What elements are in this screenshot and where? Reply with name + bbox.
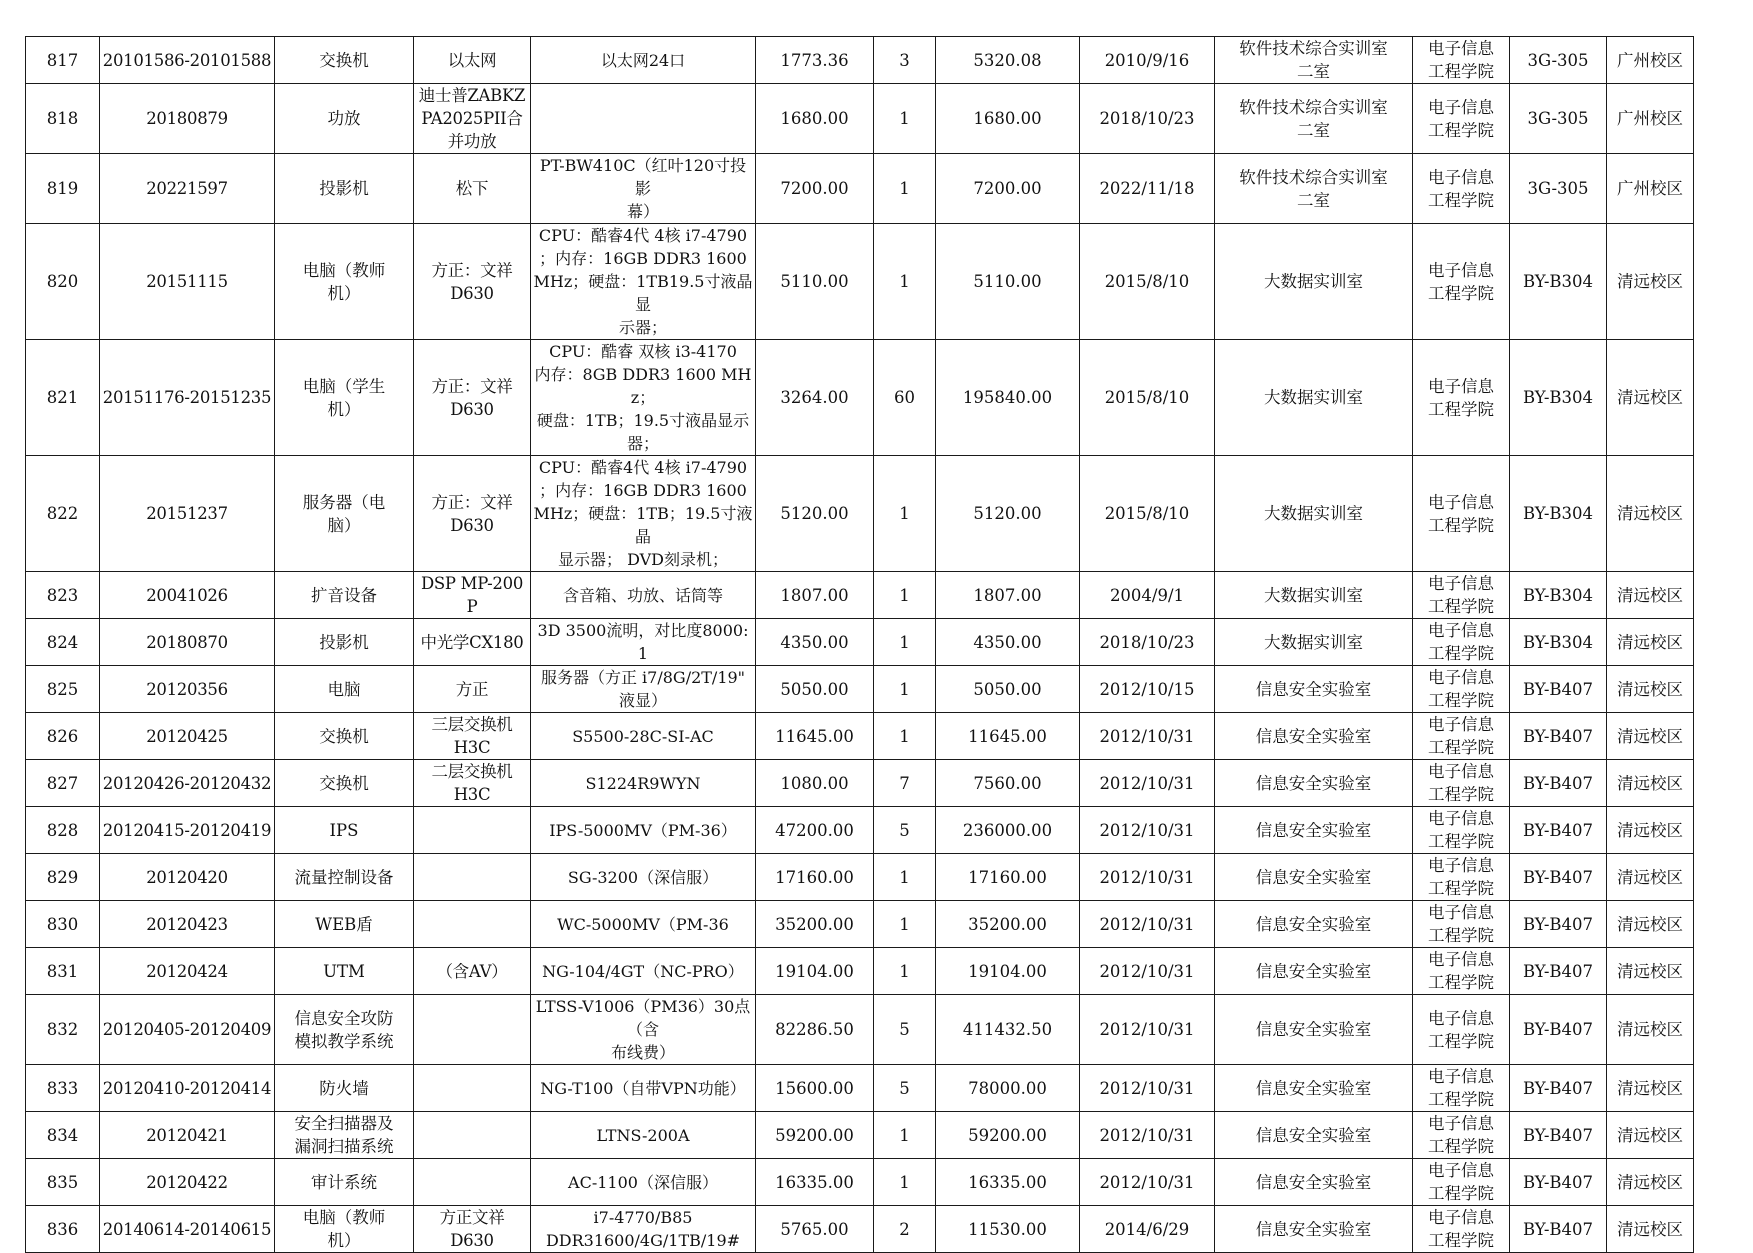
room-number-cell: BY-B407	[1510, 666, 1607, 713]
brand-model-cell	[414, 901, 531, 948]
row-number-cell: 822	[26, 456, 100, 572]
department-cell: 电子信息 工程学院	[1413, 84, 1510, 154]
row-number-cell: 829	[26, 854, 100, 901]
unit-price-cell: 5050.00	[756, 666, 874, 713]
equipment-name-cell: 流量控制设备	[275, 854, 414, 901]
campus-cell: 清远校区	[1607, 995, 1694, 1065]
brand-model-cell: 以太网	[414, 37, 531, 84]
row-number-cell: 828	[26, 807, 100, 854]
brand-model-cell: 方正：文祥 D630	[414, 224, 531, 340]
lab-location-cell: 软件技术综合实训室 二室	[1215, 37, 1413, 84]
department-cell: 电子信息 工程学院	[1413, 456, 1510, 572]
brand-model-cell: 方正：文祥 D630	[414, 456, 531, 572]
specification-cell: CPU：酷睿4代 4核 i7-4790 ；内存：16GB DDR3 1600 MHz；硬盘：1TB19.5寸液晶显 示器；	[531, 224, 756, 340]
department-cell: 电子信息 工程学院	[1413, 948, 1510, 995]
unit-price-cell: 35200.00	[756, 901, 874, 948]
specification-cell	[531, 84, 756, 154]
room-number-cell: BY-B407	[1510, 948, 1607, 995]
campus-cell: 清远校区	[1607, 948, 1694, 995]
campus-cell: 清远校区	[1607, 760, 1694, 807]
row-number-cell: 821	[26, 340, 100, 456]
row-number-cell: 836	[26, 1206, 100, 1253]
lab-location-cell: 大数据实训室	[1215, 456, 1413, 572]
purchase-date-cell: 2022/11/18	[1080, 154, 1215, 224]
asset-id-cell: 20120405-20120409	[100, 995, 275, 1065]
row-number-cell: 827	[26, 760, 100, 807]
specification-cell: 服务器（方正 i7/8G/2T/19" 液显）	[531, 666, 756, 713]
asset-id-cell: 20101586-20101588	[100, 37, 275, 84]
campus-cell: 清远校区	[1607, 224, 1694, 340]
amount-cell: 11645.00	[936, 713, 1080, 760]
amount-cell: 5050.00	[936, 666, 1080, 713]
brand-model-cell: 松下	[414, 154, 531, 224]
department-cell: 电子信息 工程学院	[1413, 1112, 1510, 1159]
purchase-date-cell: 2012/10/31	[1080, 901, 1215, 948]
purchase-date-cell: 2015/8/10	[1080, 224, 1215, 340]
quantity-cell: 1	[874, 901, 936, 948]
campus-cell: 清远校区	[1607, 713, 1694, 760]
campus-cell: 清远校区	[1607, 572, 1694, 619]
lab-location-cell: 信息安全实验室	[1215, 1159, 1413, 1206]
campus-cell: 清远校区	[1607, 1159, 1694, 1206]
equipment-name-cell: 电脑（学生 机）	[275, 340, 414, 456]
department-cell: 电子信息 工程学院	[1413, 807, 1510, 854]
department-cell: 电子信息 工程学院	[1413, 1206, 1510, 1253]
unit-price-cell: 59200.00	[756, 1112, 874, 1159]
row-number-cell: 824	[26, 619, 100, 666]
purchase-date-cell: 2004/9/1	[1080, 572, 1215, 619]
lab-location-cell: 软件技术综合实训室 二室	[1215, 154, 1413, 224]
brand-model-cell	[414, 807, 531, 854]
campus-cell: 清远校区	[1607, 854, 1694, 901]
row-number-cell: 826	[26, 713, 100, 760]
lab-location-cell: 信息安全实验室	[1215, 713, 1413, 760]
equipment-name-cell: 扩音设备	[275, 572, 414, 619]
quantity-cell: 1	[874, 1112, 936, 1159]
brand-model-cell: 二层交换机 H3C	[414, 760, 531, 807]
room-number-cell: BY-B407	[1510, 713, 1607, 760]
amount-cell: 1807.00	[936, 572, 1080, 619]
amount-cell: 19104.00	[936, 948, 1080, 995]
table-row	[26, 1112, 1694, 1159]
campus-cell: 广州校区	[1607, 84, 1694, 154]
purchase-date-cell: 2012/10/31	[1080, 948, 1215, 995]
row-number-cell: 835	[26, 1159, 100, 1206]
specification-cell: NG-T100（自带VPN功能）	[531, 1065, 756, 1112]
brand-model-cell: DSP MP-200P	[414, 572, 531, 619]
quantity-cell: 1	[874, 224, 936, 340]
asset-id-cell: 20151176-20151235	[100, 340, 275, 456]
brand-model-cell	[414, 1065, 531, 1112]
equipment-name-cell: 功放	[275, 84, 414, 154]
unit-price-cell: 1773.36	[756, 37, 874, 84]
specification-cell: IPS-5000MV（PM-36）	[531, 807, 756, 854]
table-row	[26, 760, 1694, 807]
campus-cell: 清远校区	[1607, 1206, 1694, 1253]
row-number-cell: 825	[26, 666, 100, 713]
unit-price-cell: 1080.00	[756, 760, 874, 807]
purchase-date-cell: 2012/10/31	[1080, 713, 1215, 760]
unit-price-cell: 5765.00	[756, 1206, 874, 1253]
room-number-cell: BY-B407	[1510, 854, 1607, 901]
asset-id-cell: 20120410-20120414	[100, 1065, 275, 1112]
asset-id-cell: 20180879	[100, 84, 275, 154]
lab-location-cell: 信息安全实验室	[1215, 1065, 1413, 1112]
table-row	[26, 1206, 1694, 1253]
asset-id-cell: 20120424	[100, 948, 275, 995]
asset-id-cell: 20120415-20120419	[100, 807, 275, 854]
amount-cell: 236000.00	[936, 807, 1080, 854]
table-row	[26, 572, 1694, 619]
specification-cell: LTSS-V1006（PM36）30点（含 布线费）	[531, 995, 756, 1065]
unit-price-cell: 1680.00	[756, 84, 874, 154]
equipment-name-cell: 投影机	[275, 154, 414, 224]
asset-id-cell: 20151115	[100, 224, 275, 340]
quantity-cell: 1	[874, 854, 936, 901]
department-cell: 电子信息 工程学院	[1413, 154, 1510, 224]
brand-model-cell	[414, 854, 531, 901]
campus-cell: 清远校区	[1607, 807, 1694, 854]
quantity-cell: 2	[874, 1206, 936, 1253]
table-row	[26, 154, 1694, 224]
unit-price-cell: 5110.00	[756, 224, 874, 340]
purchase-date-cell: 2012/10/31	[1080, 807, 1215, 854]
table-row	[26, 224, 1694, 340]
campus-cell: 广州校区	[1607, 154, 1694, 224]
room-number-cell: BY-B407	[1510, 807, 1607, 854]
amount-cell: 17160.00	[936, 854, 1080, 901]
purchase-date-cell: 2012/10/15	[1080, 666, 1215, 713]
department-cell: 电子信息 工程学院	[1413, 37, 1510, 84]
lab-location-cell: 信息安全实验室	[1215, 1206, 1413, 1253]
campus-cell: 清远校区	[1607, 340, 1694, 456]
table-row	[26, 1159, 1694, 1206]
specification-cell: 3D 3500流明，对比度8000:1	[531, 619, 756, 666]
equipment-name-cell: 交换机	[275, 37, 414, 84]
equipment-name-cell: 投影机	[275, 619, 414, 666]
purchase-date-cell: 2012/10/31	[1080, 760, 1215, 807]
amount-cell: 7200.00	[936, 154, 1080, 224]
quantity-cell: 1	[874, 572, 936, 619]
specification-cell: LTNS-200A	[531, 1112, 756, 1159]
amount-cell: 35200.00	[936, 901, 1080, 948]
purchase-date-cell: 2012/10/31	[1080, 1159, 1215, 1206]
campus-cell: 清远校区	[1607, 1112, 1694, 1159]
specification-cell: WC-5000MV（PM-36	[531, 901, 756, 948]
lab-location-cell: 信息安全实验室	[1215, 948, 1413, 995]
room-number-cell: BY-B407	[1510, 1159, 1607, 1206]
asset-id-cell: 20120356	[100, 666, 275, 713]
specification-cell: CPU：酷睿4代 4核 i7-4790 ；内存：16GB DDR3 1600 MHz；硬盘：1TB；19.5寸液晶 显示器； DVD刻录机；	[531, 456, 756, 572]
equipment-name-cell: 审计系统	[275, 1159, 414, 1206]
room-number-cell: 3G-305	[1510, 37, 1607, 84]
row-number-cell: 823	[26, 572, 100, 619]
equipment-name-cell: 电脑（教师 机）	[275, 224, 414, 340]
brand-model-cell: 中光学CX180	[414, 619, 531, 666]
room-number-cell: 3G-305	[1510, 84, 1607, 154]
unit-price-cell: 7200.00	[756, 154, 874, 224]
asset-id-cell: 20120421	[100, 1112, 275, 1159]
equipment-name-cell: 电脑	[275, 666, 414, 713]
department-cell: 电子信息 工程学院	[1413, 572, 1510, 619]
asset-id-cell: 20180870	[100, 619, 275, 666]
asset-id-cell: 20120425	[100, 713, 275, 760]
room-number-cell: BY-B407	[1510, 901, 1607, 948]
equipment-name-cell: UTM	[275, 948, 414, 995]
equipment-name-cell: 信息安全攻防 模拟教学系统	[275, 995, 414, 1065]
department-cell: 电子信息 工程学院	[1413, 760, 1510, 807]
campus-cell: 清远校区	[1607, 456, 1694, 572]
row-number-cell: 832	[26, 995, 100, 1065]
unit-price-cell: 19104.00	[756, 948, 874, 995]
lab-location-cell: 信息安全实验室	[1215, 760, 1413, 807]
lab-location-cell: 软件技术综合实训室 二室	[1215, 84, 1413, 154]
specification-cell: S1224R9WYN	[531, 760, 756, 807]
quantity-cell: 5	[874, 995, 936, 1065]
table-row	[26, 713, 1694, 760]
asset-id-cell: 20120426-20120432	[100, 760, 275, 807]
equipment-name-cell: IPS	[275, 807, 414, 854]
row-number-cell: 833	[26, 1065, 100, 1112]
asset-id-cell: 20140614-20140615	[100, 1206, 275, 1253]
equipment-name-cell: 交换机	[275, 713, 414, 760]
campus-cell: 清远校区	[1607, 666, 1694, 713]
campus-cell: 清远校区	[1607, 619, 1694, 666]
quantity-cell: 1	[874, 84, 936, 154]
room-number-cell: BY-B304	[1510, 572, 1607, 619]
purchase-date-cell: 2012/10/31	[1080, 995, 1215, 1065]
amount-cell: 11530.00	[936, 1206, 1080, 1253]
quantity-cell: 5	[874, 807, 936, 854]
unit-price-cell: 4350.00	[756, 619, 874, 666]
asset-id-cell: 20120422	[100, 1159, 275, 1206]
quantity-cell: 1	[874, 456, 936, 572]
brand-model-cell: 三层交换机 H3C	[414, 713, 531, 760]
room-number-cell: BY-B407	[1510, 1206, 1607, 1253]
quantity-cell: 1	[874, 713, 936, 760]
quantity-cell: 3	[874, 37, 936, 84]
equipment-name-cell: 服务器（电 脑）	[275, 456, 414, 572]
row-number-cell: 830	[26, 901, 100, 948]
table-row	[26, 995, 1694, 1065]
amount-cell: 4350.00	[936, 619, 1080, 666]
table-row	[26, 854, 1694, 901]
row-number-cell: 819	[26, 154, 100, 224]
unit-price-cell: 82286.50	[756, 995, 874, 1065]
brand-model-cell	[414, 1159, 531, 1206]
table-row	[26, 807, 1694, 854]
brand-model-cell: 迪士普ZABKZ PA2025PII合 并功放	[414, 84, 531, 154]
campus-cell: 清远校区	[1607, 1065, 1694, 1112]
room-number-cell: BY-B407	[1510, 760, 1607, 807]
asset-id-cell: 20041026	[100, 572, 275, 619]
purchase-date-cell: 2018/10/23	[1080, 619, 1215, 666]
row-number-cell: 831	[26, 948, 100, 995]
campus-cell: 广州校区	[1607, 37, 1694, 84]
row-number-cell: 817	[26, 37, 100, 84]
lab-location-cell: 大数据实训室	[1215, 572, 1413, 619]
table-row	[26, 948, 1694, 995]
room-number-cell: BY-B407	[1510, 1112, 1607, 1159]
asset-id-cell: 20120420	[100, 854, 275, 901]
brand-model-cell	[414, 995, 531, 1065]
purchase-date-cell: 2012/10/31	[1080, 854, 1215, 901]
department-cell: 电子信息 工程学院	[1413, 1065, 1510, 1112]
quantity-cell: 1	[874, 1159, 936, 1206]
table-row	[26, 84, 1694, 154]
quantity-cell: 1	[874, 666, 936, 713]
equipment-name-cell: WEB盾	[275, 901, 414, 948]
lab-location-cell: 信息安全实验室	[1215, 854, 1413, 901]
unit-price-cell: 17160.00	[756, 854, 874, 901]
lab-location-cell: 信息安全实验室	[1215, 995, 1413, 1065]
department-cell: 电子信息 工程学院	[1413, 901, 1510, 948]
equipment-name-cell: 安全扫描器及 漏洞扫描系统	[275, 1112, 414, 1159]
table-row	[26, 37, 1694, 84]
room-number-cell: BY-B304	[1510, 619, 1607, 666]
campus-cell: 清远校区	[1607, 901, 1694, 948]
unit-price-cell: 1807.00	[756, 572, 874, 619]
brand-model-cell: 方正：文祥 D630	[414, 340, 531, 456]
lab-location-cell: 信息安全实验室	[1215, 666, 1413, 713]
asset-id-cell: 20120423	[100, 901, 275, 948]
row-number-cell: 818	[26, 84, 100, 154]
unit-price-cell: 11645.00	[756, 713, 874, 760]
room-number-cell: BY-B304	[1510, 456, 1607, 572]
table-row	[26, 340, 1694, 456]
amount-cell: 1680.00	[936, 84, 1080, 154]
table-row	[26, 666, 1694, 713]
lab-location-cell: 信息安全实验室	[1215, 1112, 1413, 1159]
purchase-date-cell: 2018/10/23	[1080, 84, 1215, 154]
table-row	[26, 901, 1694, 948]
asset-inventory-table	[25, 36, 1694, 1253]
row-number-cell: 820	[26, 224, 100, 340]
specification-cell: 以太网24口	[531, 37, 756, 84]
lab-location-cell: 信息安全实验室	[1215, 901, 1413, 948]
department-cell: 电子信息 工程学院	[1413, 224, 1510, 340]
specification-cell: NG-104/4GT（NC-PRO）	[531, 948, 756, 995]
department-cell: 电子信息 工程学院	[1413, 1159, 1510, 1206]
quantity-cell: 5	[874, 1065, 936, 1112]
amount-cell: 16335.00	[936, 1159, 1080, 1206]
specification-cell: PT-BW410C（红叶120寸投影 幕）	[531, 154, 756, 224]
purchase-date-cell: 2014/6/29	[1080, 1206, 1215, 1253]
equipment-name-cell: 交换机	[275, 760, 414, 807]
room-number-cell: 3G-305	[1510, 154, 1607, 224]
department-cell: 电子信息 工程学院	[1413, 995, 1510, 1065]
room-number-cell: BY-B304	[1510, 224, 1607, 340]
department-cell: 电子信息 工程学院	[1413, 619, 1510, 666]
purchase-date-cell: 2012/10/31	[1080, 1065, 1215, 1112]
brand-model-cell: （含AV）	[414, 948, 531, 995]
room-number-cell: BY-B407	[1510, 1065, 1607, 1112]
asset-id-cell: 20151237	[100, 456, 275, 572]
purchase-date-cell: 2015/8/10	[1080, 340, 1215, 456]
table-row	[26, 456, 1694, 572]
amount-cell: 5120.00	[936, 456, 1080, 572]
purchase-date-cell: 2010/9/16	[1080, 37, 1215, 84]
department-cell: 电子信息 工程学院	[1413, 340, 1510, 456]
unit-price-cell: 15600.00	[756, 1065, 874, 1112]
specification-cell: S5500-28C-SI-AC	[531, 713, 756, 760]
brand-model-cell: 方正文祥 D630	[414, 1206, 531, 1253]
quantity-cell: 1	[874, 948, 936, 995]
lab-location-cell: 大数据实训室	[1215, 224, 1413, 340]
specification-cell: AC-1100（深信服）	[531, 1159, 756, 1206]
unit-price-cell: 3264.00	[756, 340, 874, 456]
table-row	[26, 619, 1694, 666]
room-number-cell: BY-B407	[1510, 995, 1607, 1065]
brand-model-cell: 方正	[414, 666, 531, 713]
unit-price-cell: 16335.00	[756, 1159, 874, 1206]
equipment-name-cell: 防火墙	[275, 1065, 414, 1112]
unit-price-cell: 47200.00	[756, 807, 874, 854]
amount-cell: 7560.00	[936, 760, 1080, 807]
lab-location-cell: 大数据实训室	[1215, 619, 1413, 666]
amount-cell: 78000.00	[936, 1065, 1080, 1112]
brand-model-cell	[414, 1112, 531, 1159]
purchase-date-cell: 2015/8/10	[1080, 456, 1215, 572]
quantity-cell: 60	[874, 340, 936, 456]
amount-cell: 5110.00	[936, 224, 1080, 340]
department-cell: 电子信息 工程学院	[1413, 854, 1510, 901]
specification-cell: 含音箱、功放、话筒等	[531, 572, 756, 619]
amount-cell: 195840.00	[936, 340, 1080, 456]
quantity-cell: 1	[874, 154, 936, 224]
table-row	[26, 1065, 1694, 1112]
specification-cell: SG-3200（深信服）	[531, 854, 756, 901]
amount-cell: 59200.00	[936, 1112, 1080, 1159]
quantity-cell: 1	[874, 619, 936, 666]
row-number-cell: 834	[26, 1112, 100, 1159]
equipment-name-cell: 电脑（教师 机）	[275, 1206, 414, 1253]
quantity-cell: 7	[874, 760, 936, 807]
specification-cell: CPU：酷睿 双核 i3-4170 内存：8GB DDR3 1600 MHz； 硬盘：1TB；19.5寸液晶显示 器；	[531, 340, 756, 456]
specification-cell: i7-4770/B85 DDR31600/4G/1TB/19#	[531, 1206, 756, 1253]
unit-price-cell: 5120.00	[756, 456, 874, 572]
amount-cell: 5320.08	[936, 37, 1080, 84]
room-number-cell: BY-B304	[1510, 340, 1607, 456]
amount-cell: 411432.50	[936, 995, 1080, 1065]
asset-id-cell: 20221597	[100, 154, 275, 224]
department-cell: 电子信息 工程学院	[1413, 666, 1510, 713]
lab-location-cell: 信息安全实验室	[1215, 807, 1413, 854]
department-cell: 电子信息 工程学院	[1413, 713, 1510, 760]
lab-location-cell: 大数据实训室	[1215, 340, 1413, 456]
purchase-date-cell: 2012/10/31	[1080, 1112, 1215, 1159]
